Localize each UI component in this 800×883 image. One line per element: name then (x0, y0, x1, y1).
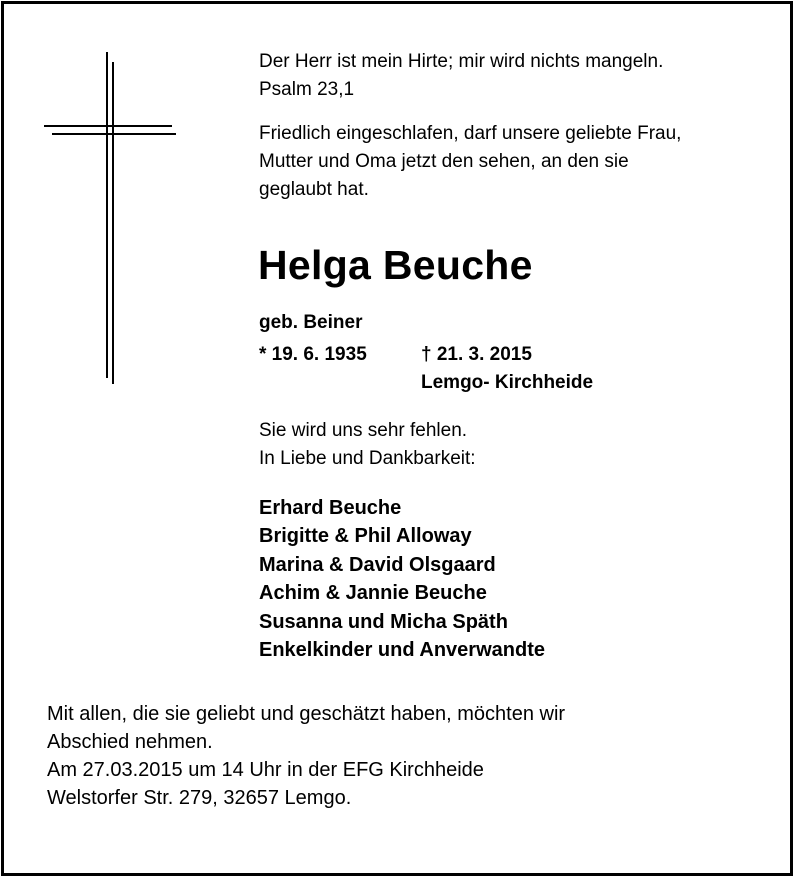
family-member: Achim & Jannie Beuche (259, 582, 487, 604)
maiden-name: geb. Beiner (259, 312, 363, 333)
deceased-name: Helga Beuche (258, 242, 533, 288)
family-member: Enkelkinder und Anverwandte (259, 639, 545, 661)
verse-text: Der Herr ist mein Hirte; mir wird nichts mangeln. (259, 51, 664, 72)
family-member: Brigitte & Phil Alloway (259, 525, 472, 547)
intro-line: geglaubt hat. (259, 179, 369, 200)
intro-line: Friedlich eingeschlafen, darf unsere geliebte Frau, (259, 123, 682, 144)
family-member: Marina & David Olsgaard (259, 554, 496, 576)
intro-line: Mutter und Oma jetzt den sehen, an den sie (259, 151, 629, 172)
family-member: Erhard Beuche (259, 497, 402, 519)
footer-line: Am 27.03.2015 um 14 Uhr in der EFG Kirchheide (47, 759, 484, 781)
footer-line: Welstorfer Str. 279, 32657 Lemgo. (47, 787, 352, 809)
death-date: † 21. 3. 2015 (421, 344, 532, 365)
footer-line: Abschied nehmen. (47, 731, 213, 753)
closing-line: In Liebe und Dankbarkeit: (259, 448, 476, 469)
footer-line: Mit allen, die sie geliebt und geschätzt haben, möchten wir (47, 703, 566, 725)
cross-icon (0, 0, 200, 400)
closing-line: Sie wird uns sehr fehlen. (259, 420, 468, 441)
family-member: Susanna und Micha Späth (259, 611, 508, 633)
birth-date: * 19. 6. 1935 (259, 344, 367, 365)
verse-reference: Psalm 23,1 (259, 79, 355, 100)
death-place: Lemgo- Kirchheide (421, 372, 594, 393)
